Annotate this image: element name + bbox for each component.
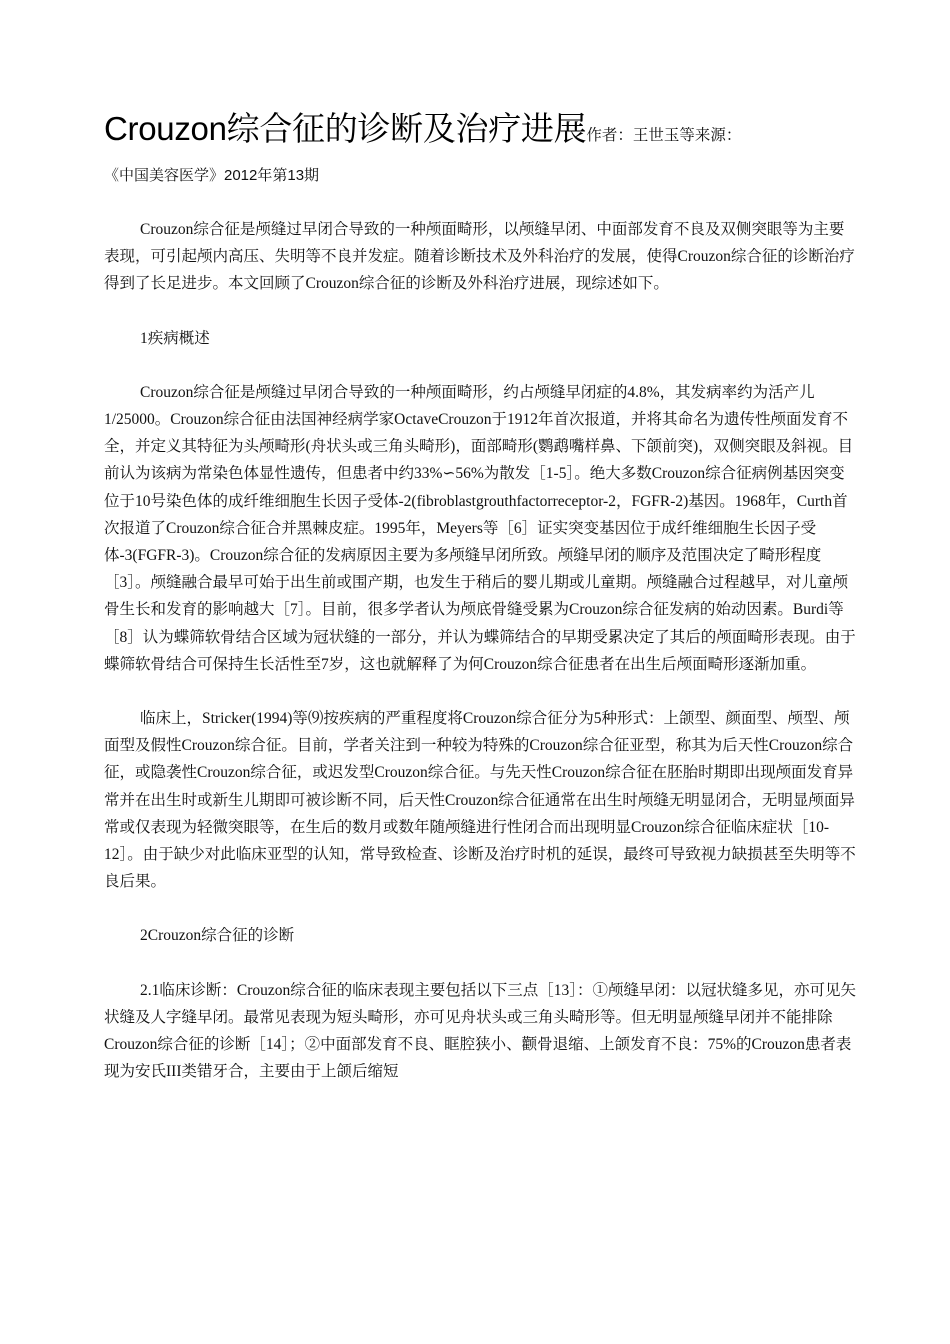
spacer [104, 678, 856, 705]
spacer [104, 950, 856, 977]
spacer [104, 298, 856, 325]
title-line [104, 106, 856, 159]
section1-paragraph-2: 临床上，Stricker(1994)等⑼按疾病的严重程度将Crouzon综合征分为5种形式：上颌型、颜面型、颅型、颅面型及假性Crouzon综合征。目前，学者关注到一种较为特殊的Crouzon综合征亚型，称其为后天性Crouzon综合征，或隐袭性Crouzon综合征，或迟发型Crouzon综合征。与先天性Crouzon综合征在胚胎时期即出现颅面发育异常并在出生时或新生儿期即可被诊断不同，后天性Crouzon综合征通常在出生时颅缝无明显闭合，无明显颅面异常或仅表现为轻微突眼等，在生后的数月或数年随颅缝进行性闭合而出现明显Crouzon综合征临床症状［10-12］。由于缺少对此临床亚型的认知，常导致检查、诊断及治疗时机的延误，最终可导致视力缺损甚至失明等不良后果。 [104, 710, 856, 891]
section-heading-2: 2Crouzon综合征的诊断 [140, 927, 295, 945]
section-heading-1: 1疾病概述 [140, 329, 210, 347]
spacer [104, 895, 856, 922]
intro-paragraph: Crouzon综合征是颅缝过早闭合导致的一种颅面畸形，以颅缝早闭、中面部发育不良及双侧突眼等为主要表现，可引起颅内高压、失明等不良并发症。随着诊断技术及外科治疗的发展，使得Crouzon综合征的诊断治疗得到了长足进步。本文回顾了Crouzon综合征的诊断及外科治疗进展，现综述如下。 [104, 221, 855, 293]
spacer [104, 189, 856, 216]
document-page [104, 106, 856, 1085]
section2-paragraph-1: 2.1临床诊断：Crouzon综合征的临床表现主要包括以下三点［13］：①颅缝早闭：以冠状缝多见，亦可见矢状缝及人字缝早闭。最常见表现为短头畸形，亦可见舟状头或三角头畸形等。但无明显颅缝早闭并不能排除Crouzon综合征的诊断［14］；②中面部发育不良、眶腔狭小、颧骨退缩、上颌发育不良：75%的Crouzon患者表现为安氏III类错牙合，主要由于上颌后缩短 [104, 981, 857, 1081]
source-line: 《中国美容医学》2012年第13期 [104, 167, 320, 184]
author-meta: 作者：王世玉等来源： [586, 127, 742, 144]
article-title: Crouzon综合征的诊断及治疗进展 [104, 110, 587, 147]
section1-paragraph-1: Crouzon综合征是颅缝过早闭合导致的一种颅面畸形，约占颅缝早闭症的4.8%，其发病率约为活产儿1/25000。Crouzon综合征由法国神经病学家OctaveCrouzon于1912年首次报道，并将其命名为遗传性颅面发育不全，并定义其特征为头颅畸形(舟状头或三角头畸形)，面部畸形(鹦鹉嘴样鼻、下颌前突)，双侧突眼及斜视。目前认为该病为常染色体显性遗传，但患者中约33%∽56%为散发［1-5］。绝大多数Crouzon综合征病例基因突变位于10号染色体的成纤维细胞生长因子受体-2(fibroblastgrouthfactorreceptor-2，FGFR-2)基因。1968年，Curth首次报道了Crouzon综合征合并黑棘皮症。1995年，Meyers等［6］证实突变基因位于成纤维细胞生长因子受体-3(FGFR-3)。Crouzon综合征的发病原因主要为多颅缝早闭所致。颅缝早闭的顺序及范围决定了畸形程度［3］。颅缝融合最早可始于出生前或围产期，也发生于稍后的婴儿期或儿童期。颅缝融合过程越早，对儿童颅骨生长和发育的影响越大［7］。目前，很多学者认为颅底骨缝受累为Crouzon综合征发病的始动因素。Burdi等［8］认为蝶筛软骨结合区域为冠状缝的一部分，并认为蝶筛结合的早期受累决定了其后的颅面畸形表现。由于蝶筛软骨结合可保持生长活性至7岁，这也就解释了为何Crouzon综合征患者在出生后颅面畸形逐渐加重。 [104, 383, 856, 673]
spacer [104, 352, 856, 379]
